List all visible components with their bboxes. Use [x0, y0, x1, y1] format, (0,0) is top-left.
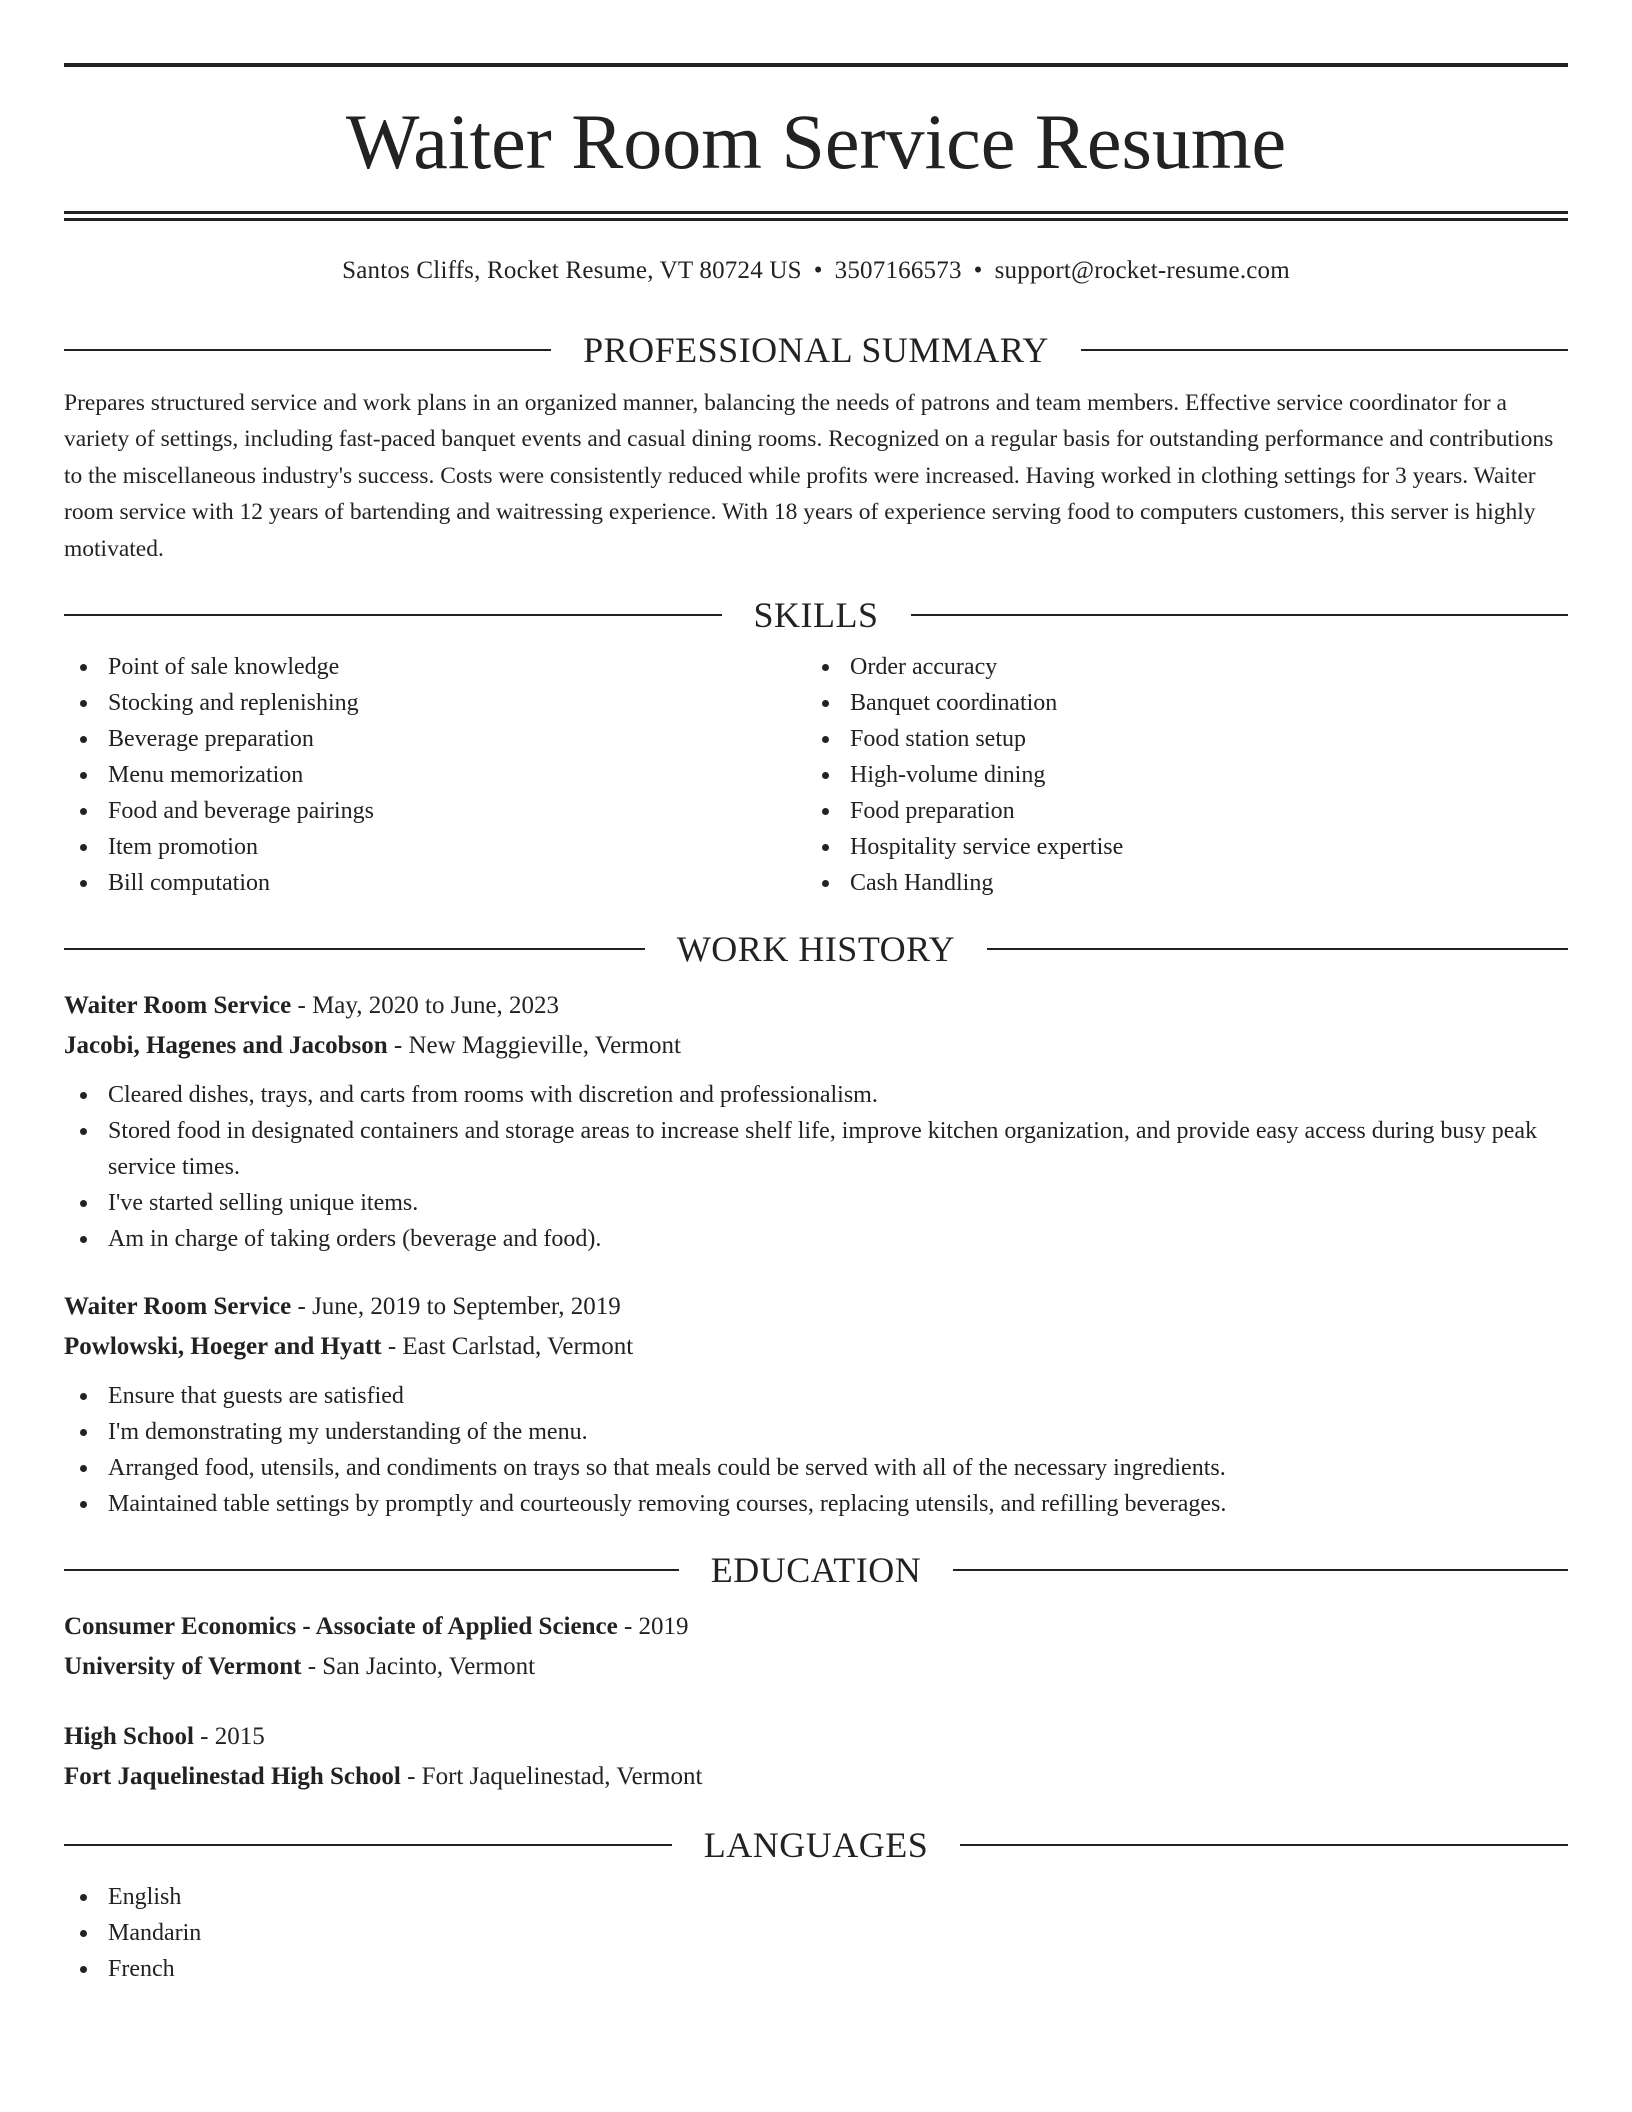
job-title: Waiter Room Service: [64, 992, 292, 1020]
heading-rule: [960, 1844, 1568, 1846]
contact-separator: •: [813, 257, 823, 284]
job-bullets: [64, 1378, 1568, 1522]
education-entry: [64, 1607, 1568, 1687]
job-bullet: Cleared dishes, trays, and carts from rooms with discretion and professionalism.: [64, 1077, 1568, 1113]
section-heading-languages: [64, 1823, 1568, 1867]
section-heading-summary: [64, 328, 1568, 372]
heading-rule: [64, 614, 722, 616]
title-double-rule: [64, 211, 1568, 221]
heading-rule: [64, 349, 551, 351]
job-title-line: [64, 986, 1568, 1026]
education-school: Fort Jaquelinestad High School: [64, 1763, 401, 1791]
job-company-line: [64, 1026, 1568, 1066]
language-item: French: [64, 1951, 1568, 1987]
skill-item: High-volume dining: [806, 757, 1548, 793]
job-dates: - May, 2020 to June, 2023: [291, 992, 560, 1020]
education-degree: High School: [64, 1723, 194, 1751]
job-bullet: I've started selling unique items.: [64, 1185, 1568, 1221]
section-title: WORK HISTORY: [676, 929, 956, 970]
heading-rule: [987, 948, 1568, 950]
job-bullet: Am in charge of taking orders (beverage and food).: [64, 1221, 1568, 1257]
education-school: University of Vermont: [64, 1653, 302, 1681]
heading-rule: [64, 948, 645, 950]
job-title: Waiter Room Service: [64, 1293, 292, 1321]
skill-item: Bill computation: [64, 865, 806, 901]
education-year: - 2019: [617, 1613, 689, 1641]
skill-item: Order accuracy: [806, 649, 1548, 685]
job-company: Jacobi, Hagenes and Jacobson: [64, 1032, 388, 1060]
job-bullet: Ensure that guests are satisfied: [64, 1378, 1568, 1414]
skills-column-left: [64, 649, 806, 901]
education-degree: Consumer Economics - Associate of Applied Science: [64, 1613, 618, 1641]
section-heading-work: [64, 927, 1568, 971]
education-entry: [64, 1717, 1568, 1797]
contact-phone: 3507166573: [834, 257, 962, 284]
job-location: - East Carlstad, Vermont: [381, 1333, 634, 1361]
contact-address: Santos Cliffs, Rocket Resume, VT 80724 US: [342, 257, 802, 284]
job-dates: - June, 2019 to September, 2019: [291, 1293, 621, 1321]
education-year: - 2015: [193, 1723, 265, 1751]
title-block: [64, 63, 1568, 211]
contact-separator: •: [973, 257, 983, 284]
section-title: LANGUAGES: [703, 1825, 929, 1866]
section-heading-education: [64, 1548, 1568, 1592]
heading-rule: [1081, 349, 1568, 351]
education-school-line: [64, 1647, 1568, 1687]
job-bullets: [64, 1077, 1568, 1257]
education-degree-line: [64, 1717, 1568, 1757]
contact-line: [64, 256, 1568, 286]
skill-item: Food station setup: [806, 721, 1548, 757]
skill-item: Menu memorization: [64, 757, 806, 793]
section-title: SKILLS: [753, 595, 879, 636]
education-location: - San Jacinto, Vermont: [301, 1653, 536, 1681]
skill-item: Cash Handling: [806, 865, 1548, 901]
job-entry: [64, 986, 1568, 1257]
education-location: - Fort Jaquelinestad, Vermont: [400, 1763, 703, 1791]
job-bullet: Maintained table settings by promptly and courteously removing courses, replacing utensils, and refilling beverages.: [64, 1486, 1568, 1522]
language-item: Mandarin: [64, 1915, 1568, 1951]
education-degree-line: [64, 1607, 1568, 1647]
skill-item: Hospitality service expertise: [806, 829, 1548, 865]
job-bullet: I'm demonstrating my understanding of the menu.: [64, 1414, 1568, 1450]
section-heading-skills: [64, 593, 1568, 637]
heading-rule: [911, 614, 1569, 616]
language-item: English: [64, 1879, 1568, 1915]
skills-grid: [64, 649, 1568, 901]
skill-item: Banquet coordination: [806, 685, 1548, 721]
skill-item: Stocking and replenishing: [64, 685, 806, 721]
section-title: PROFESSIONAL SUMMARY: [583, 330, 1049, 370]
section-title: EDUCATION: [710, 1550, 922, 1591]
heading-rule: [64, 1844, 672, 1846]
job-entry: [64, 1287, 1568, 1522]
contact-email: support@rocket-resume.com: [994, 257, 1290, 284]
heading-rule: [953, 1569, 1568, 1571]
skill-item: Point of sale knowledge: [64, 649, 806, 685]
job-company: Powlowski, Hoeger and Hyatt: [64, 1333, 382, 1361]
resume-page: [64, 63, 1568, 1987]
skill-item: Item promotion: [64, 829, 806, 865]
languages-list: [64, 1879, 1568, 1987]
job-title-line: [64, 1287, 1568, 1327]
skill-item: Food and beverage pairings: [64, 793, 806, 829]
resume-title: Waiter Room Service Resume: [345, 98, 1287, 185]
heading-rule: [64, 1569, 679, 1571]
job-location: - New Maggieville, Vermont: [387, 1032, 681, 1060]
job-bullet: Arranged food, utensils, and condiments on trays so that meals could be served with all of the necessary ingredients.: [64, 1450, 1568, 1486]
skill-item: Food preparation: [806, 793, 1548, 829]
skill-item: Beverage preparation: [64, 721, 806, 757]
job-company-line: [64, 1327, 1568, 1367]
skills-column-right: [806, 649, 1548, 901]
summary-text: Prepares structured service and work plans in an organized manner, balancing the needs of patrons and team members. Effective service coordinator for a variety of settings, including fast-paced banquet events and casual dining rooms. Recognized on a regular basis for outstanding performance and contributions to the miscellaneous industry's success. Costs were consistently reduced while profits were increased. Having worked in clothing settings for 3 years. Waiter room service with 12 years of bartending and waitressing experience. With 18 years of experience serving food to computers customers, this server is highly motivated.: [64, 390, 1554, 562]
job-bullet: Stored food in designated containers and storage areas to increase shelf life, improve kitchen organization, and provide easy access during busy peak service times.: [64, 1113, 1568, 1185]
education-school-line: [64, 1757, 1568, 1797]
